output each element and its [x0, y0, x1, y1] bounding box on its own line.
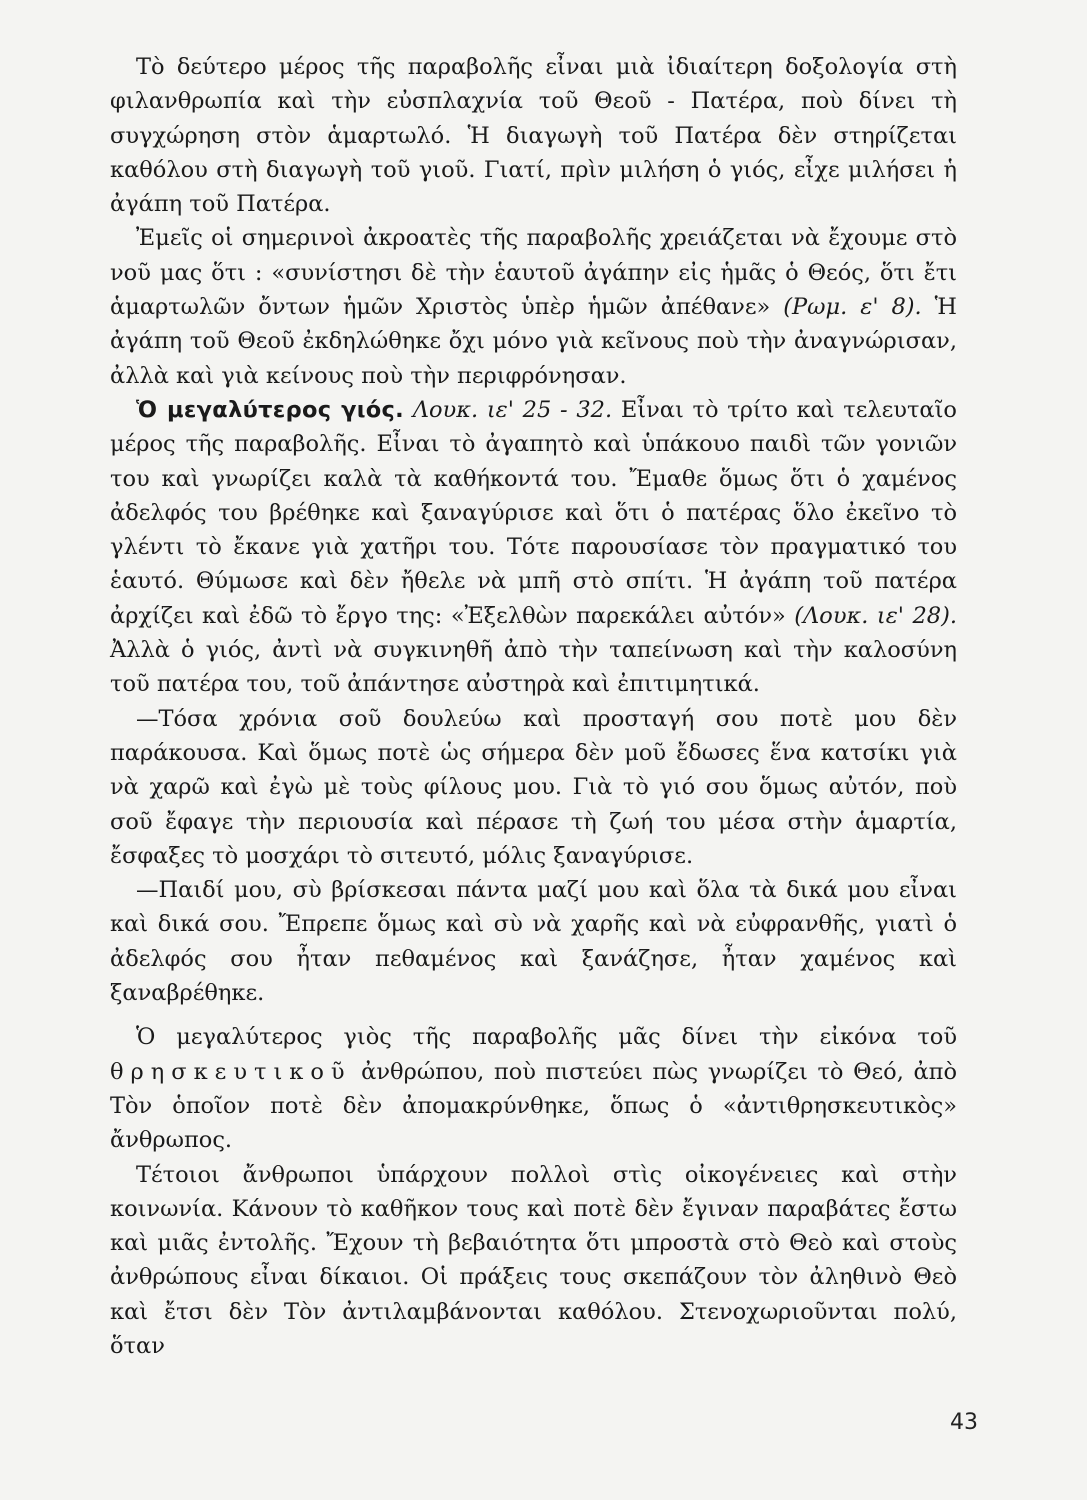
section-heading: Ὁ μεγαλύτερος γιός.	[136, 396, 405, 423]
paragraph-5-text: —Παιδί μου, σὺ βρίσκεσαι πάντα μαζί μου καὶ ὅλα τὰ δικά μου εἶναι καὶ δικά σου. Ἔπρεπε ὅμως καὶ σὺ νὰ χαρῆς καὶ νὰ εὐφρανθῆς, γιατὶ ὁ ἀδελφός σου ἦταν πεθαμένος καὶ ξανάζησε, ἦταν χαμένος καὶ ξαναβρέθηκε.	[110, 877, 957, 1007]
paragraph-6-text-b: ἀνθρώπου, ποὺ πιστεύει πὼς γνωρίζει τὸ Θεό, ἀπὸ Τὸν ὁποῖον ποτὲ δὲν ἀπομακρύνθηκε, ὅπως ὁ «ἀντιθρησκευτικὸς» ἄνθρωπος.	[110, 1058, 957, 1154]
paragraph-3-text-a: Εἶναι τὸ τρίτο καὶ τελευταῖο μέρος τῆς παραβολῆς. Εἶναι τὸ ἀγαπητὸ καὶ ὑπάκουο παιδὶ τῶν γονιῶν του καὶ γνωρίζει καλὰ τὰ καθήκοντά του. Ἔμαθε ὅμως ὅτι ὁ χαμένος ἀδελφός του βρέθηκε καὶ ξαναγύρισε καὶ ὅτι ὁ πατέρας ὅλο ἐκεῖνο τὸ γλέντι τὸ ἔκανε γιὰ χατῆρι του. Τότε παρουσίασε τὸν πραγματικό του ἑαυτό. Θύμωσε καὶ δὲν ἤθελε νὰ μπῆ στὸ σπίτι. Ἡ ἀγάπη τοῦ πατέρα ἀρχίζει καὶ ἐδῶ τὸ ἔργο της: «Ἐξελθὼν παρεκάλει αὐτόν»	[110, 396, 957, 629]
paragraph-2-text-a: Ἐμεῖς οἱ σημερινοὶ ἀκροατὲς τῆς παραβολῆς χρειάζεται νὰ ἔχουμε στὸ νοῦ μας ὅτι : «συνίστησι δὲ τὴν ἑαυτοῦ ἀγάπην εἰς ἡμᾶς ὁ Θεός, ὅτι ἔτι ἁμαρτωλῶν ὄντων ἡμῶν Χριστὸς ὑπὲρ ἡμῶν ἀπέθανε»	[110, 225, 957, 321]
paragraph-6	[110, 1020, 957, 1157]
paragraph-4-text: —Τόσα χρόνια σοῦ δουλεύω καὶ προσταγή σου ποτὲ μου δὲν παράκουσα. Καὶ ὅμως ποτὲ ὡς σήμερα δὲν μοῦ ἔδωσες ἕνα κατσίκι γιὰ νὰ χαρῶ καὶ ἐγὼ μὲ τοὺς φίλους μου. Γιὰ τὸ γιό σου ὅμως αὐτόν, ποὺ σοῦ ἔφαγε τὴν περιουσία καὶ πέρασε τὴ ζωή του μέσα στὴν ἁμαρτία, ἔσφαξες τὸ μοσχάρι τὸ σιτευτό, μόλις ξαναγύρισε.	[110, 705, 957, 869]
body-text	[110, 50, 957, 1363]
page-number: 43	[950, 1410, 978, 1435]
scripture-reference: (Ρωμ. ε' 8).	[783, 294, 922, 321]
paragraph-2	[110, 221, 957, 392]
paragraph-4-dialogue	[110, 702, 957, 873]
paragraph-6-text-a: Ὁ μεγαλύτερος γιὸς τῆς παραβολῆς μᾶς δίνει τὴν εἰκόνα τοῦ	[136, 1024, 957, 1051]
paragraph-7	[110, 1158, 957, 1364]
paragraph-1-text: Τὸ δεύτερο μέρος τῆς παραβολῆς εἶναι μιὰ ἰδιαίτερη δοξολογία στὴ φιλανθρωπία καὶ τὴν εὐσπλαχνία τοῦ Θεοῦ - Πατέρα, ποὺ δίνει τὴ συγχώρηση στὸν ἁμαρτωλό. Ἡ διαγωγὴ τοῦ Πατέρα δὲν στηρίζεται καθόλου στὴ διαγωγὴ τοῦ γιοῦ. Γιατί, πρὶν μιλήση ὁ γιός, εἶχε μιλήσει ἡ ἀγάπη τοῦ Πατέρα.	[110, 54, 957, 218]
paragraph-7-text: Τέτοιοι ἄνθρωποι ὑπάρχουν πολλοὶ στὶς οἰκογένειες καὶ στὴν κοινωνία. Κάνουν τὸ καθῆκον τους καὶ ποτὲ δὲν ἔγιναν παραβάτες ἔστω καὶ μιᾶς ἐντολῆς. Ἔχουν τὴ βεβαιότητα ὅτι μπροστὰ στὸ Θεὸ καὶ στοὺς ἀνθρώπους εἶναι δίκαιοι. Οἱ πράξεις τους σκεπάζουν τὸν ἀληθινὸ Θεὸ καὶ ἔτσι δὲν Τὸν ἀντιλαμβάνονται καθόλου. Στενοχωριοῦνται πολύ, ὅταν	[110, 1161, 957, 1359]
paragraph-5-dialogue	[110, 873, 957, 1010]
scripture-reference: (Λουκ. ιε' 28).	[794, 602, 958, 629]
paragraph-3	[110, 393, 957, 702]
paragraph-3-text-b: Ἀλλὰ ὁ γιός, ἀντὶ νὰ συγκινηθῆ ἀπὸ τὴν ταπείνωση καὶ τὴν καλοσύνη τοῦ πατέρα του, τοῦ ἀπάντησε αὐστηρὰ καὶ ἐπιτιμητικά.	[110, 637, 957, 698]
emphasized-word: θρησκευτικοῦ	[110, 1058, 352, 1085]
paragraph-2-text-b: Ἡ ἀγάπη τοῦ Θεοῦ ἐκδηλώθηκε ὄχι μόνο γιὰ κεῖνους ποὺ τὴν ἀναγνώρισαν, ἀλλὰ καὶ γιὰ κείνους ποὺ τὴν περιφρόνησαν.	[110, 294, 957, 389]
paragraph-1	[110, 50, 957, 221]
scripture-reference: Λουκ. ιε' 25 - 32.	[404, 396, 613, 423]
